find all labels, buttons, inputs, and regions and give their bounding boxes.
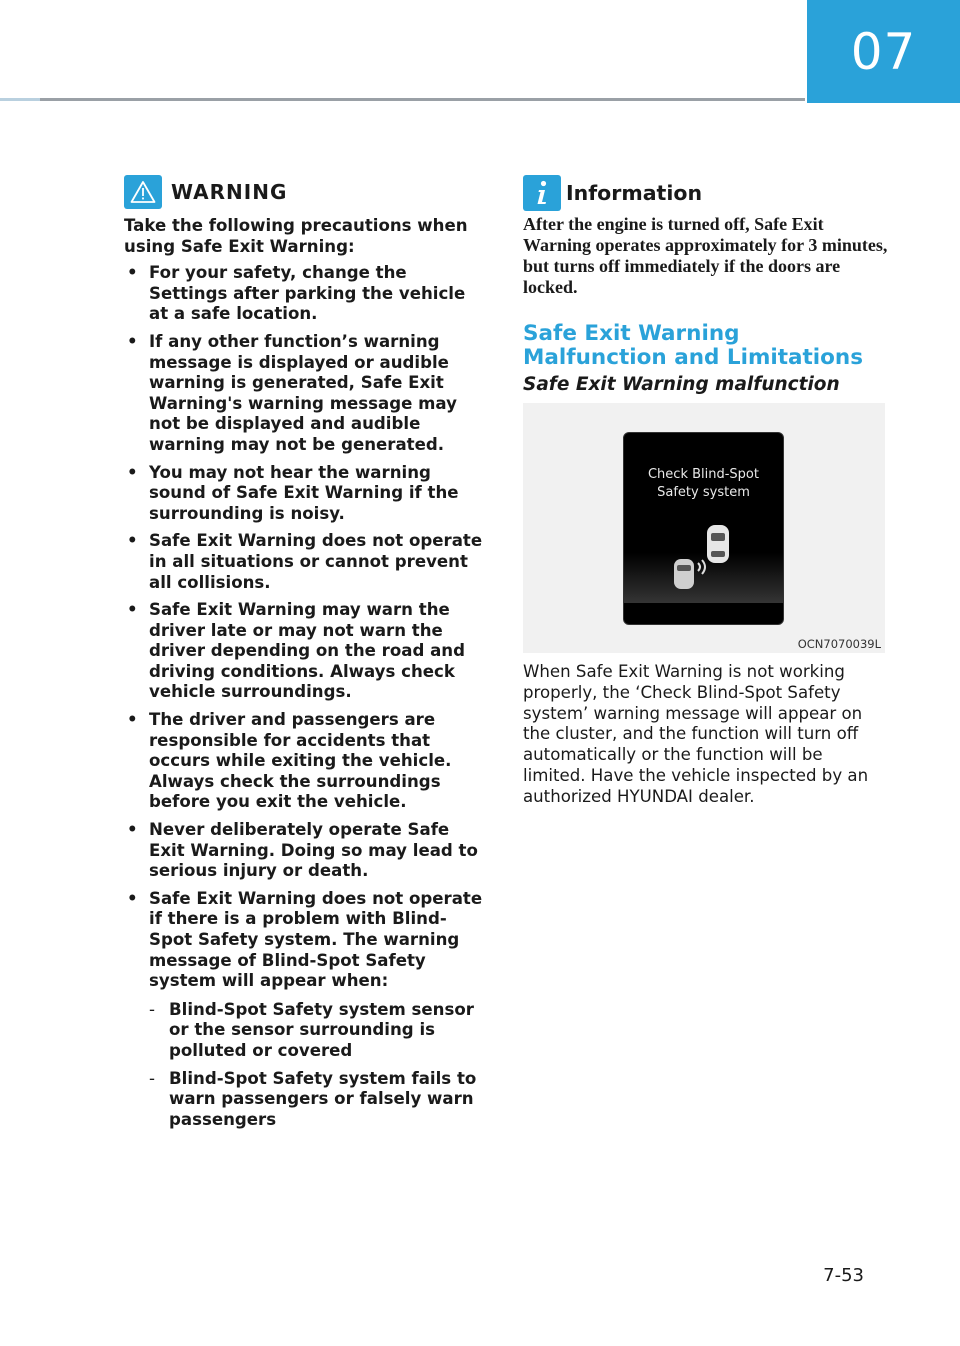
- cluster-message-line: Safety system: [657, 485, 750, 500]
- section-title: Safe Exit Warning Malfunction and Limitations: [523, 321, 864, 370]
- information-header: [523, 174, 888, 212]
- warning-sublist: [149, 1000, 489, 1131]
- information-icon: [523, 175, 561, 211]
- warning-icon: [124, 175, 162, 209]
- vehicle-rear-icon: [674, 559, 694, 589]
- warning-item: • If any other function’s warning message is displayed or audible warning is generated, Safe Exit Warning's warning message may not be displayed and audible warning may not be generated.: [124, 332, 489, 456]
- blind-spot-illustration: [624, 433, 784, 625]
- warning-list: [124, 263, 489, 1130]
- warning-item: • For your safety, change the Settings after parking the vehicle at a safe location.: [124, 263, 489, 325]
- cluster-warning-message: [624, 466, 783, 502]
- left-column: [124, 174, 489, 1137]
- section-subtitle: Safe Exit Warning malfunction: [523, 374, 840, 395]
- chapter-tab: [807, 0, 960, 103]
- chapter-number: 07: [850, 22, 917, 81]
- warning-item: • Never deliberately operate Safe Exit Warning. Doing so may lead to serious injury or death.: [124, 820, 489, 882]
- cluster-screen: [623, 432, 784, 625]
- warning-item: • You may not hear the warning sound of Safe Exit Warning if the surrounding is noisy.: [124, 463, 489, 525]
- information-title: Information: [566, 181, 703, 205]
- vehicle-own-icon: [707, 525, 729, 563]
- warning-item-with-subitems: [124, 889, 489, 1131]
- warning-subitem: - Blind-Spot Safety system fails to warn passengers or falsely warn passengers: [149, 1069, 489, 1131]
- warning-item: • Safe Exit Warning may warn the driver late or may not warn the driver depending on the road and driving conditions. Always check vehicle surroundings.: [124, 600, 489, 703]
- warning-header: [124, 174, 489, 210]
- warning-item-text: Safe Exit Warning does not operate if there is a problem with Blind-Spot Safety system. The warning message of Blind-Spot Safety system will appear when:: [149, 888, 483, 991]
- warning-intro: Take the following precautions when using Safe Exit Warning:: [124, 216, 468, 256]
- warning-item: • Safe Exit Warning does not operate in all situations or cannot prevent all collisions.: [124, 531, 489, 593]
- figure-code: OCN7070039L: [797, 637, 881, 651]
- page-number: 7-53: [823, 1265, 864, 1286]
- cluster-message-line: Check Blind-Spot: [647, 467, 759, 482]
- header-rule: [0, 98, 805, 101]
- header-rule-accent: [0, 98, 40, 101]
- malfunction-description: When Safe Exit Warning is not working properly, the ‘Check Blind-Spot Safety system’ warning message will appear on the cluster, and the function will turn off automatically or the function will be limited. Have the vehicle inspected by an authorized HYUNDAI dealer.: [523, 662, 869, 806]
- cluster-figure: [523, 403, 885, 653]
- road-glow: [624, 553, 784, 603]
- warning-subitem: - Blind-Spot Safety system sensor or the sensor surrounding is polluted or covered: [149, 1000, 489, 1062]
- right-column: [523, 174, 888, 808]
- warning-item: • The driver and passengers are responsible for accidents that occurs while exiting the vehicle. Always check the surroundings before you exit the vehicle.: [124, 710, 489, 813]
- warning-title: WARNING: [171, 180, 288, 204]
- information-text: After the engine is turned off, Safe Exit Warning operates approximately for 3 minutes, but turns off immediately if the doors are locked.: [523, 214, 888, 297]
